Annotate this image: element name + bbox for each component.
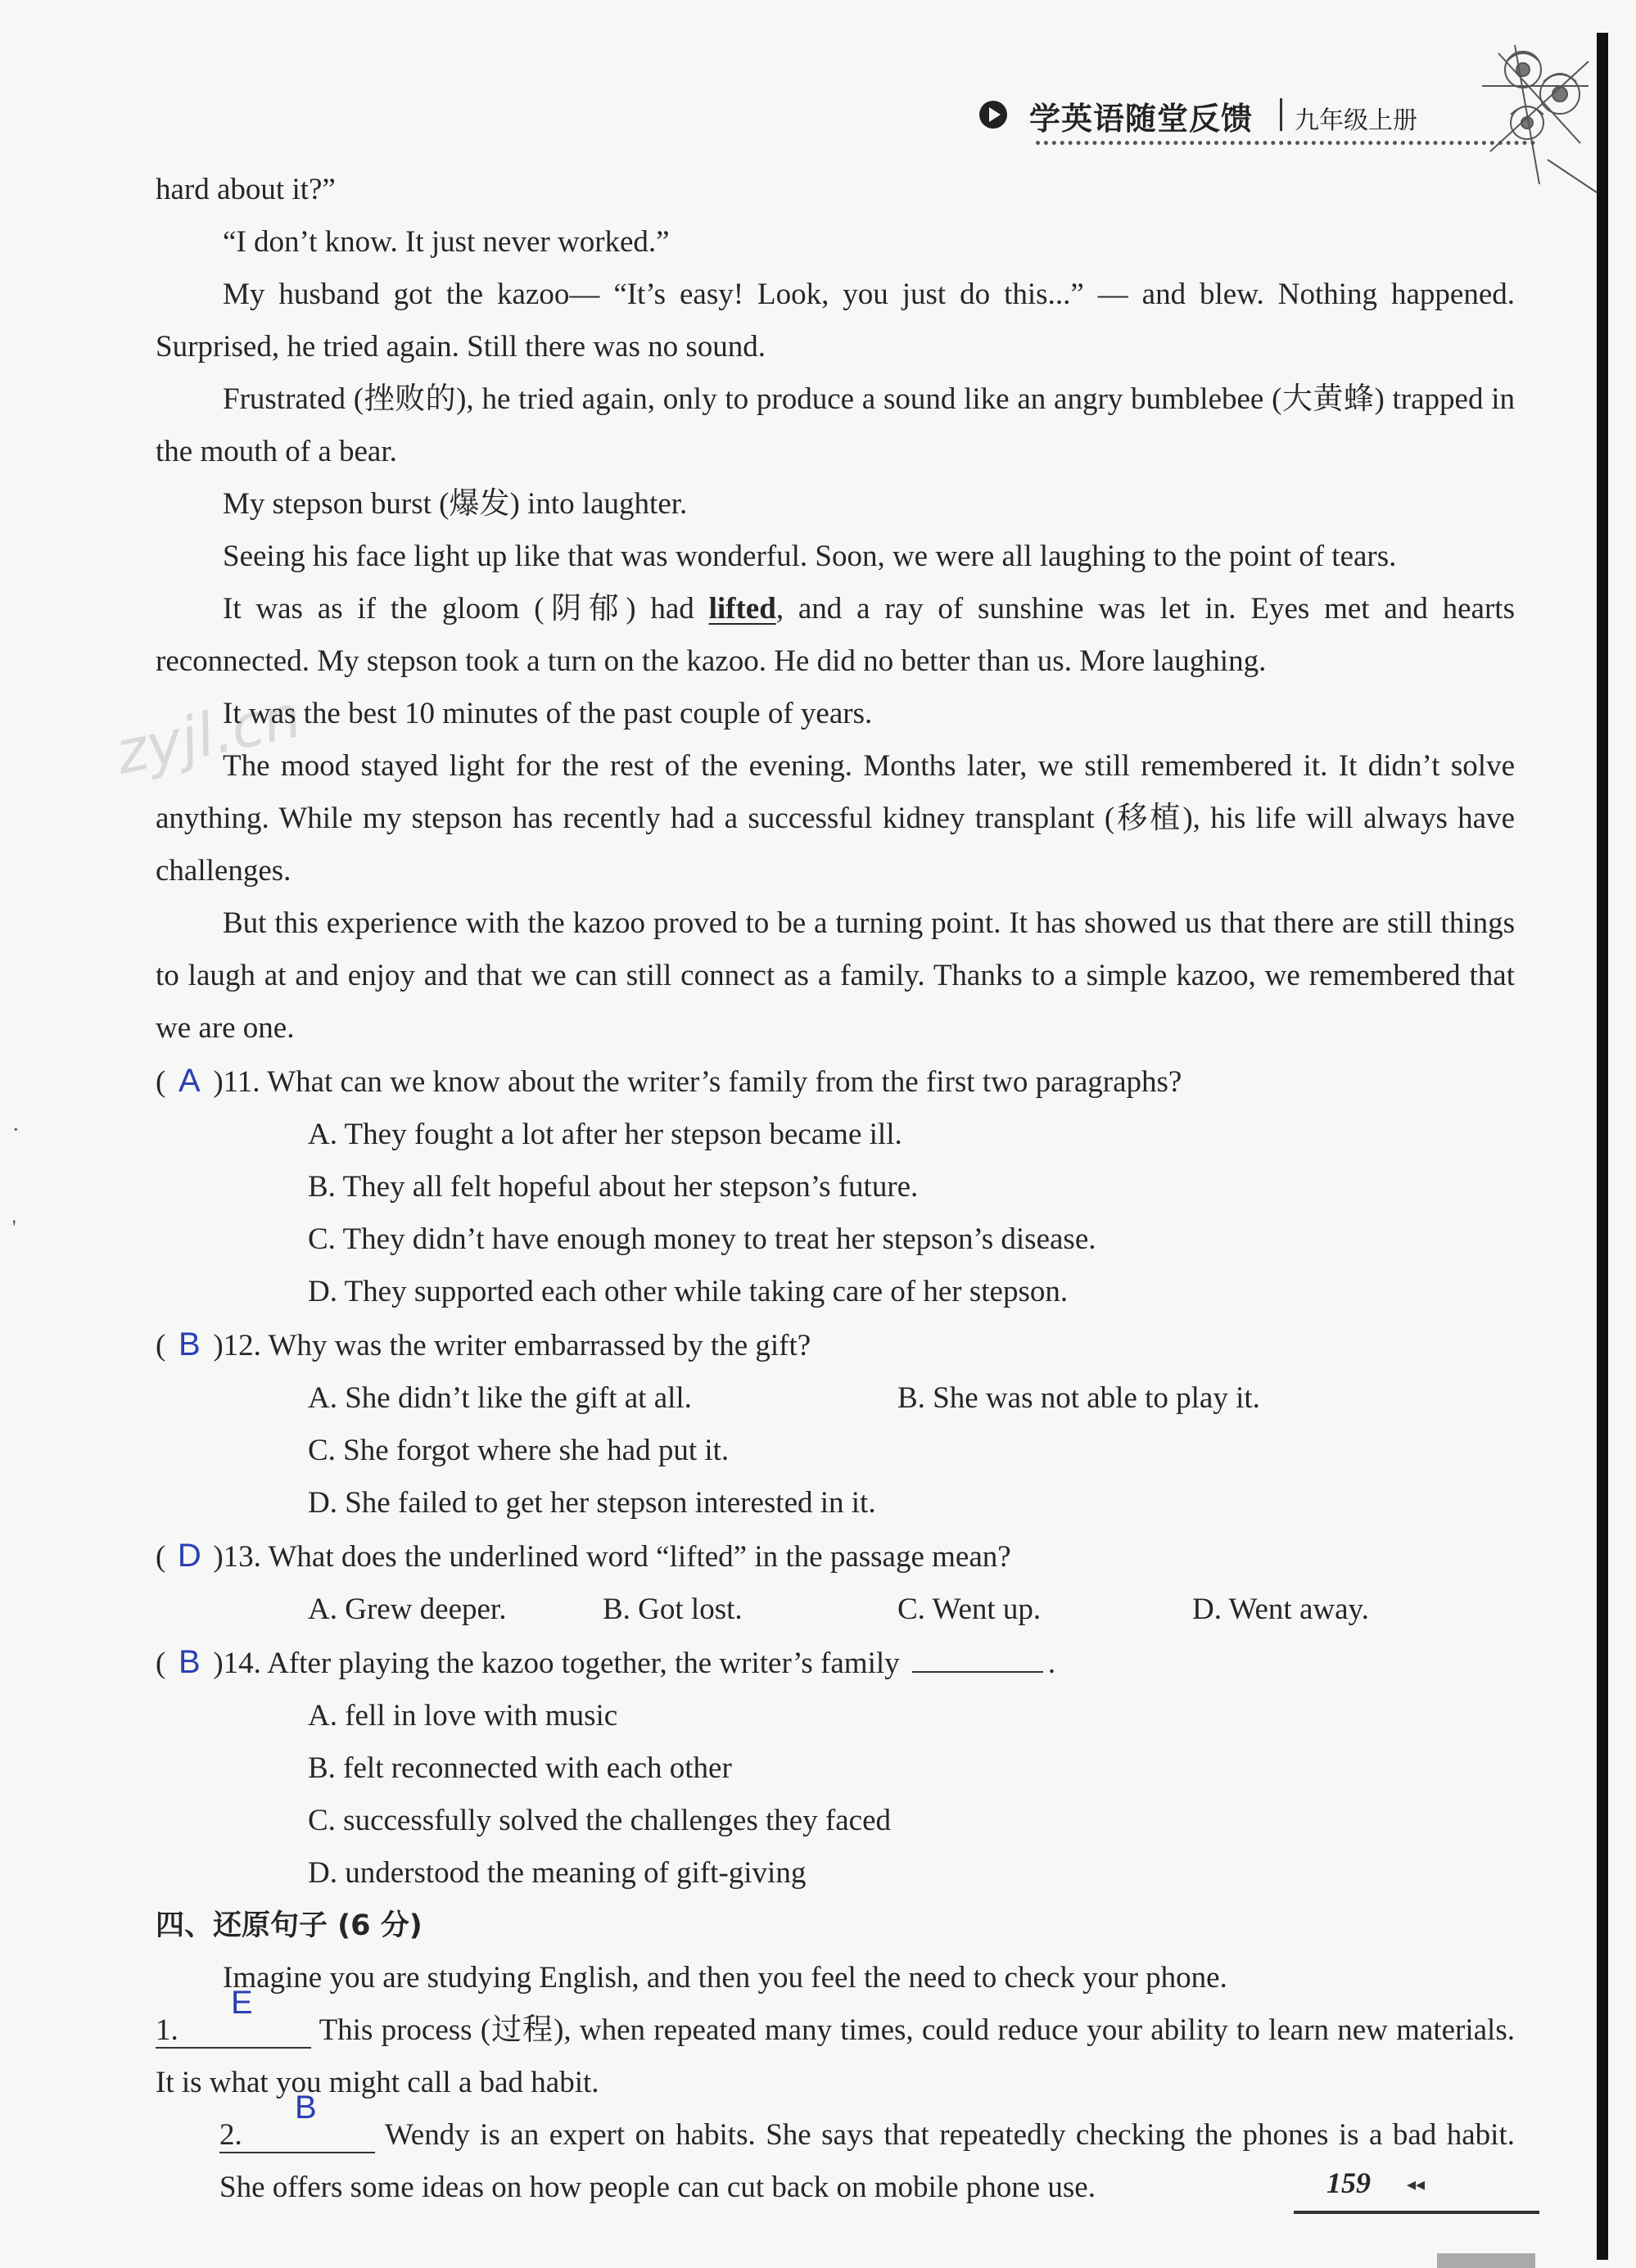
question-number: 12. [223,1329,261,1362]
question-12: ( B )12. Why was the writer embarrassed by the gift? [156,1318,1515,1372]
option: B. Got lost. [603,1593,743,1626]
question-text: What can we know about the writer’s family from the first two paragraphs? [267,1065,1182,1099]
margin-mark: ' [12,1216,16,1240]
option: C. She forgot where she had put it. [308,1434,730,1467]
header-subtitle: 九年级上册 [1295,106,1417,135]
option: D. They supported each other while taking care of her stepson. [308,1275,1069,1308]
watermark: zyjl.cn [109,681,307,788]
header-title: 学英语随堂反馈 [1029,101,1254,137]
passage-paragraph: But this experience with the kazoo proved to be a turning point. It has showed us that there are still things to laugh at and enjoy and that we can still connect as a family. Thanks to a simple kazoo, we remembered that we are one. [156,906,1515,1045]
underlined-word-lifted: lifted [708,592,776,626]
fill-blank [156,1985,311,2049]
page-content [156,164,1515,2214]
section-title: 四、还原句子 (6 分) [156,1909,423,1942]
option: C. successfully solved the challenges they faced [308,1804,892,1837]
option-row [308,1372,1515,1425]
fill-item-2 [156,2090,1515,2214]
arrows-icon: ◂◂ [1407,2174,1426,2194]
lifted-text-before: It was as if the gloom (阴郁) had [223,592,709,626]
question-number: 13. [223,1540,261,1574]
option: C. Went up. [897,1593,1042,1626]
fill-answer: E [231,1985,253,2021]
question-text: What does the underlined word “lifted” in the passage mean? [268,1540,1011,1574]
option-row [308,1584,1515,1636]
fill-blank [219,2090,375,2153]
option: B. They all felt hopeful about her stepson’s future. [308,1170,919,1204]
passage-paragraph-lifted [156,583,1515,688]
fill-number: 2. [219,2118,242,2152]
question-number: 14. [223,1647,261,1680]
section-intro: Imagine you are studying English, and then you feel the need to check your phone. [223,1961,1227,1995]
fill-answer: B [295,2090,317,2126]
option: A. They fought a lot after her stepson became ill. [308,1118,902,1151]
answer-mark: D [177,1538,201,1574]
page-edge [1597,33,1608,2260]
option: D. Went away. [1192,1593,1369,1626]
option: A. Grew deeper. [308,1593,507,1626]
fill-text: Wendy is an expert on habits. She says that repeatedly checking the phones is a bad habit. She offers some ideas on how people can cut back on mobile phone use. [219,2118,1515,2204]
answer-mark: B [178,1326,201,1362]
answer-mark: B [178,1644,201,1680]
option: D. understood the meaning of gift-giving [308,1856,807,1890]
play-icon [978,100,1008,129]
question-14: ( B )14. After playing the kazoo together, the writer’s family . [156,1636,1515,1690]
passage-paragraph: “I don’t know. It just never worked.” [223,225,670,259]
passage-paragraph: Seeing his face light up like that was wonderful. Soon, we were all laughing to the point of tears. [223,540,1397,573]
passage-paragraph: My stepson burst (爆发) into laughter. [223,487,688,521]
passage-paragraph: My husband got the kazoo— “It’s easy! Look, you just do this...” — and blew. Nothing happened. Surprised, he tried again. Still there was no sound. [156,278,1515,364]
header-divider [1280,98,1282,131]
header-dotted-rule [1036,141,1535,145]
option: D. She failed to get her stepson interested in it. [308,1486,876,1520]
question-number: 11. [223,1065,260,1099]
option: B. felt reconnected with each other [308,1751,732,1785]
option: C. They didn’t have enough money to treat her stepson’s disease. [308,1222,1096,1256]
question-13: ( D )13. What does the underlined word “lifted” in the passage mean? [156,1529,1515,1584]
option: A. She didn’t like the gift at all. [308,1381,692,1415]
margin-mark: · [12,1118,20,1141]
fill-item-1 [156,1985,1515,2109]
question-11: ( A )11. What can we know about the writer’s family from the first two paragraphs? [156,1055,1515,1109]
option: B. She was not able to play it. [897,1381,1260,1415]
passage-paragraph: The mood stayed light for the rest of the evening. Months later, we still remembered it. It didn’t solve anything. While my stepson has recently had a successful kidney transplant (移植), his life will always have challenges. [156,749,1515,888]
passage-paragraph: It was the best 10 minutes of the past couple of years. [223,697,873,730]
option: A. fell in love with music [308,1699,618,1733]
footer-tab [1437,2253,1535,2268]
passage-paragraph: hard about it?” [156,173,336,206]
question-text: After playing the kazoo together, the writer’s family [267,1647,900,1680]
fill-number: 1. [156,2013,179,2047]
fill-text: This process (过程), when repeated many times, could reduce your ability to learn new materials. It is what you might call a bad habit. [156,2013,1515,2099]
footer-rule [1294,2211,1539,2214]
question-text: Why was the writer embarrassed by the gift? [268,1329,811,1362]
page-number: 159 [1326,2166,1371,2199]
answer-mark: A [178,1063,201,1099]
passage-paragraph: Frustrated (挫败的), he tried again, only to produce a sound like an angry bumblebee (大黄蜂) trapped in the mouth of a bear. [156,382,1515,468]
lifted-text-after: , and a ray of sunshine was let in. Eyes met and hearts reconnected. My stepson took a turn on the kazoo. He did no better than us. More laughing. [156,592,1515,678]
answer-blank [912,1647,1043,1673]
